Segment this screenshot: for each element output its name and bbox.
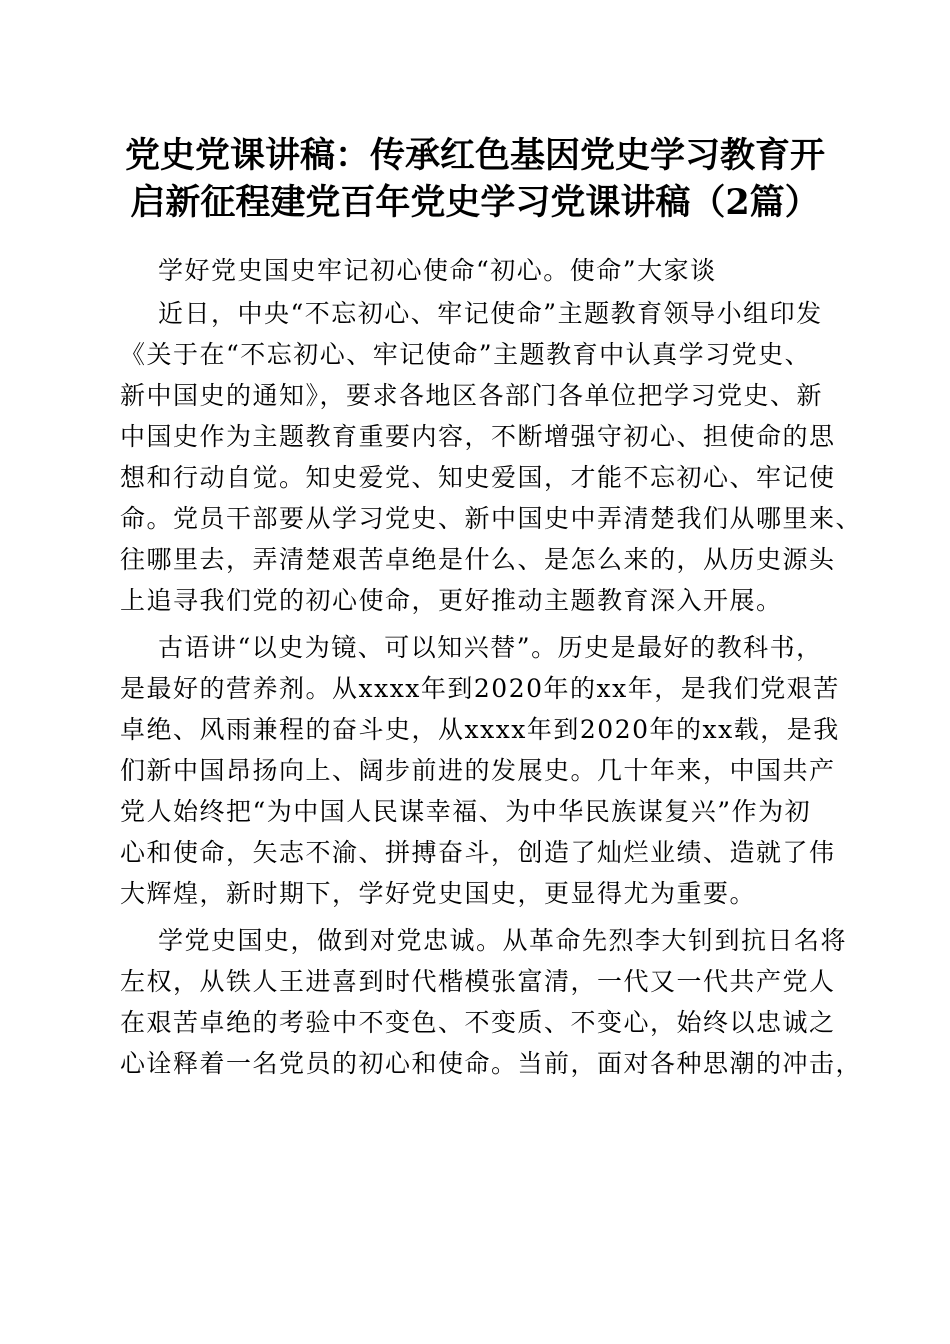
paragraph-line: 近日，中央“不忘初心、牢记使命”主题教育领导小组印发: [158, 299, 823, 328]
paragraph-line: 卓绝、风雨兼程的奋斗史，从xxxx年到2020年的xx载，是我: [120, 715, 840, 744]
title-line-2: 启新征程建党百年党史学习党课讲稿（2篇）: [130, 182, 820, 223]
paragraph-loyalty: [120, 920, 863, 1084]
title-line-1: 党史党课讲稿：传承红色基因党史学习教育开: [124, 135, 825, 176]
paragraph-line: 学好党史国史牢记初心使命“初心。使命”大家谈: [158, 256, 717, 285]
paragraph-line: 《关于在“不忘初心、牢记使命”主题教育中认真学习党史、: [120, 340, 812, 369]
paragraph-line: 党人始终把“为中国人民谋幸福、为中华民族谋复兴”作为初: [120, 797, 812, 826]
paragraph-line: 往哪里去，弄清楚艰苦卓绝是什么、是怎么来的，从历史源头: [120, 545, 836, 574]
paragraph-line: 心诠释着一名党员的初心和使命。当前，面对各种思潮的冲击，: [120, 1049, 863, 1078]
paragraph-line: 心和使命，矢志不渝、拼搏奋斗，创造了灿烂业绩、造就了伟: [120, 838, 836, 867]
paragraph-line: 左权，从铁人王进喜到时代楷模张富清，一代又一代共产党人: [120, 967, 836, 996]
paragraph-line: 古语讲“以史为镜、可以知兴替”。历史是最好的教科书，: [158, 633, 823, 662]
paragraph-line: 是最好的营养剂。从xxxx年到2020年的xx年，是我们党艰苦: [120, 674, 840, 703]
paragraph-line: 中国史作为主题教育重要内容，不断增强守初心、担使命的思: [120, 422, 836, 451]
document-body: [120, 248, 863, 1084]
paragraph-line: 学党史国史，做到对党忠诚。从革命先烈李大钊到抗日名将: [158, 926, 848, 955]
document-title: [100, 132, 850, 226]
paragraph-line: 命。党员干部要从学习党史、新中国史中弄清楚我们从哪里来、: [120, 504, 863, 533]
paragraph-line: 们新中国昂扬向上、阔步前进的发展史。几十年来，中国共产: [120, 756, 836, 785]
paragraph-history: [120, 627, 840, 914]
paragraph-line: 上追寻我们党的初心使命，更好推动主题教育深入开展。: [120, 586, 783, 615]
paragraph-line: 在艰苦卓绝的考验中不变色、不变质、不变心，始终以忠诚之: [120, 1008, 836, 1037]
paragraph-line: 新中国史的通知》，要求各地区各部门各单位把学习党史、新: [120, 381, 824, 410]
paragraph-line: 大辉煌，新时期下，学好党史国史，更显得尤为重要。: [120, 879, 757, 908]
paragraph-subtitle: [120, 250, 830, 291]
paragraph-line: 想和行动自觉。知史爱党、知史爱国，才能不忘初心、牢记使: [120, 463, 836, 492]
paragraph-intro: [120, 293, 863, 621]
